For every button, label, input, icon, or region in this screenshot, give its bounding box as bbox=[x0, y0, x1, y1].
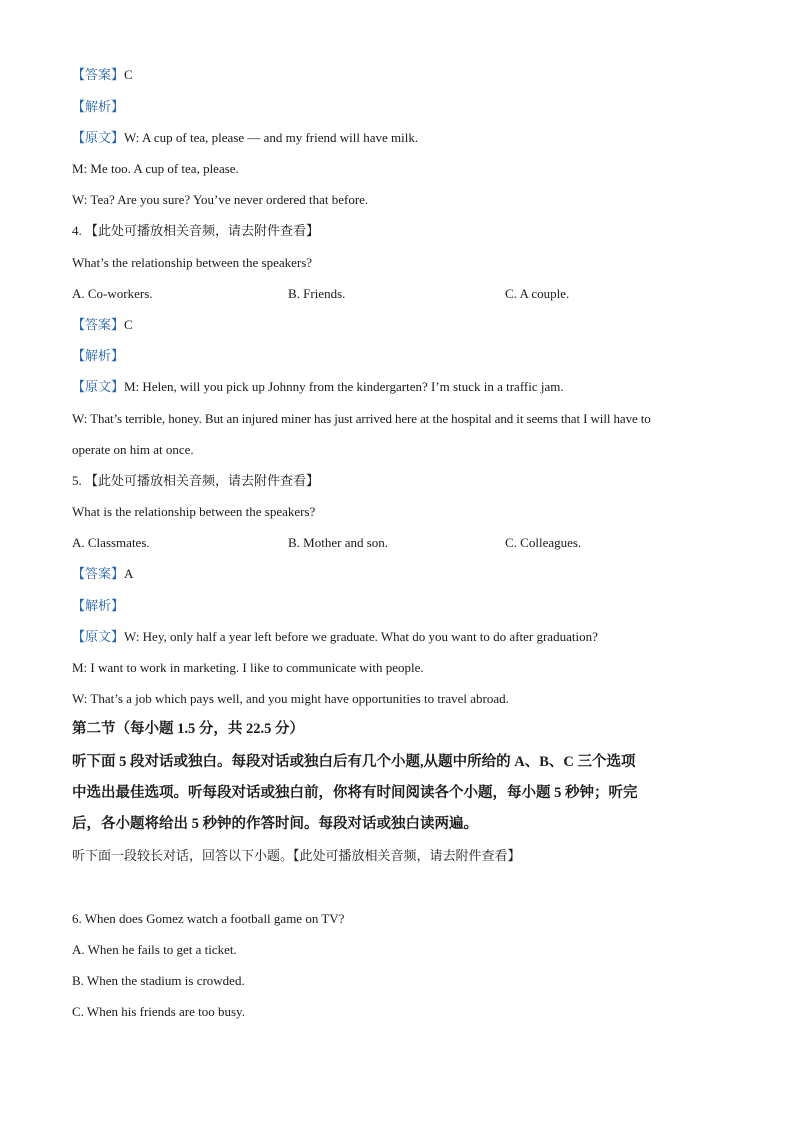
q4-option-c: C. A couple. bbox=[505, 286, 570, 301]
q4-option-a: A. Co-workers. bbox=[72, 286, 153, 301]
q4-transcript-line-2: W: That’s terrible, honey. But an injured miner has just arrived here at the hospital and it seems that I will have to bbox=[72, 411, 651, 426]
original-label: 【原文】 bbox=[72, 379, 125, 394]
answer-label: 【答案】 bbox=[72, 67, 125, 82]
q4-answer bbox=[72, 316, 133, 334]
instruction-line-3: 后，各小题将给出 5 秒钟的作答时间。每段对话或独白读两遍。 bbox=[72, 816, 478, 832]
q5-transcript-line-3: W: That’s a job which pays well, and you might have opportunities to travel abroad. bbox=[72, 691, 509, 706]
section2-intro bbox=[72, 847, 521, 865]
q4-question: What’s the relationship between the speakers? bbox=[72, 255, 313, 270]
section2-instructions bbox=[72, 747, 718, 840]
answer-label: 【答案】 bbox=[72, 566, 125, 581]
instruction-line-1: 听下面 5 段对话或独白。每段对话或独白后有几个小题,从题中所给的 A、B、C 三个选项 bbox=[72, 754, 636, 770]
audio-note: 【此处可播放相关音频，请去附件查看】 bbox=[85, 473, 320, 488]
q5-transcript-line-1 bbox=[72, 628, 598, 646]
analysis-label: 【解析】 bbox=[72, 598, 125, 613]
q4-transcript-line-3: operate on him at once. bbox=[72, 442, 194, 457]
transcript-text: M: Helen, will you pick up Johnny from the kindergarten? I’m stuck in a traffic jam. bbox=[124, 379, 564, 394]
q3-transcript-line-2: M: Me too. A cup of tea, please. bbox=[72, 161, 239, 176]
q6-question: 6. When does Gomez watch a football game on TV? bbox=[72, 911, 345, 926]
answer-label: 【答案】 bbox=[72, 317, 125, 332]
q5-option-b: B. Mother and son. bbox=[288, 535, 389, 550]
q5-analysis bbox=[72, 597, 124, 615]
q3-transcript-line-3: W: Tea? Are you sure? You’ve never ordered that before. bbox=[72, 192, 369, 207]
answer-value: C bbox=[124, 67, 133, 82]
q5-option-c: C. Colleagues. bbox=[505, 535, 582, 550]
question-number: 4. bbox=[72, 223, 85, 238]
analysis-label: 【解析】 bbox=[72, 348, 125, 363]
q5-option-a: A. Classmates. bbox=[72, 535, 150, 550]
section2-heading: 第二节（每小题 1.5 分，共 22.5 分） bbox=[72, 721, 304, 737]
q3-analysis bbox=[72, 98, 124, 116]
q5-answer bbox=[72, 565, 133, 583]
q4-transcript-line-1 bbox=[72, 378, 564, 396]
q6-option-c: C. When his friends are too busy. bbox=[72, 1004, 245, 1019]
instruction-line-2: 中选出最佳选项。听每段对话或独白前，你将有时间阅读各个小题，每小题 5 秒钟；听完 bbox=[72, 785, 638, 801]
original-label: 【原文】 bbox=[72, 629, 125, 644]
q3-transcript-line-1 bbox=[72, 129, 418, 147]
original-label: 【原文】 bbox=[72, 130, 125, 145]
q5-heading bbox=[72, 472, 319, 490]
audio-note: 【此处可播放相关音频，请去附件查看】 bbox=[293, 848, 521, 863]
q4-heading bbox=[72, 222, 319, 240]
audio-note: 【此处可播放相关音频，请去附件查看】 bbox=[85, 223, 320, 238]
transcript-text: W: Hey, only half a year left before we graduate. What do you want to do after graduation? bbox=[124, 629, 598, 644]
question-number: 5. bbox=[72, 473, 85, 488]
q6-option-b: B. When the stadium is crowded. bbox=[72, 973, 245, 988]
answer-value: C bbox=[124, 317, 133, 332]
analysis-label: 【解析】 bbox=[72, 99, 125, 114]
q4-option-b: B. Friends. bbox=[288, 286, 346, 301]
q5-transcript-line-2: M: I want to work in marketing. I like to communicate with people. bbox=[72, 660, 424, 675]
q6-option-a: A. When he fails to get a ticket. bbox=[72, 942, 237, 957]
intro-text: 听下面一段较长对话，回答以下小题。 bbox=[72, 848, 294, 863]
q3-answer bbox=[72, 66, 133, 84]
q4-analysis bbox=[72, 347, 124, 365]
transcript-text: W: A cup of tea, please — and my friend will have milk. bbox=[124, 130, 419, 145]
answer-value: A bbox=[124, 566, 134, 581]
q5-question: What is the relationship between the speakers? bbox=[72, 504, 316, 519]
